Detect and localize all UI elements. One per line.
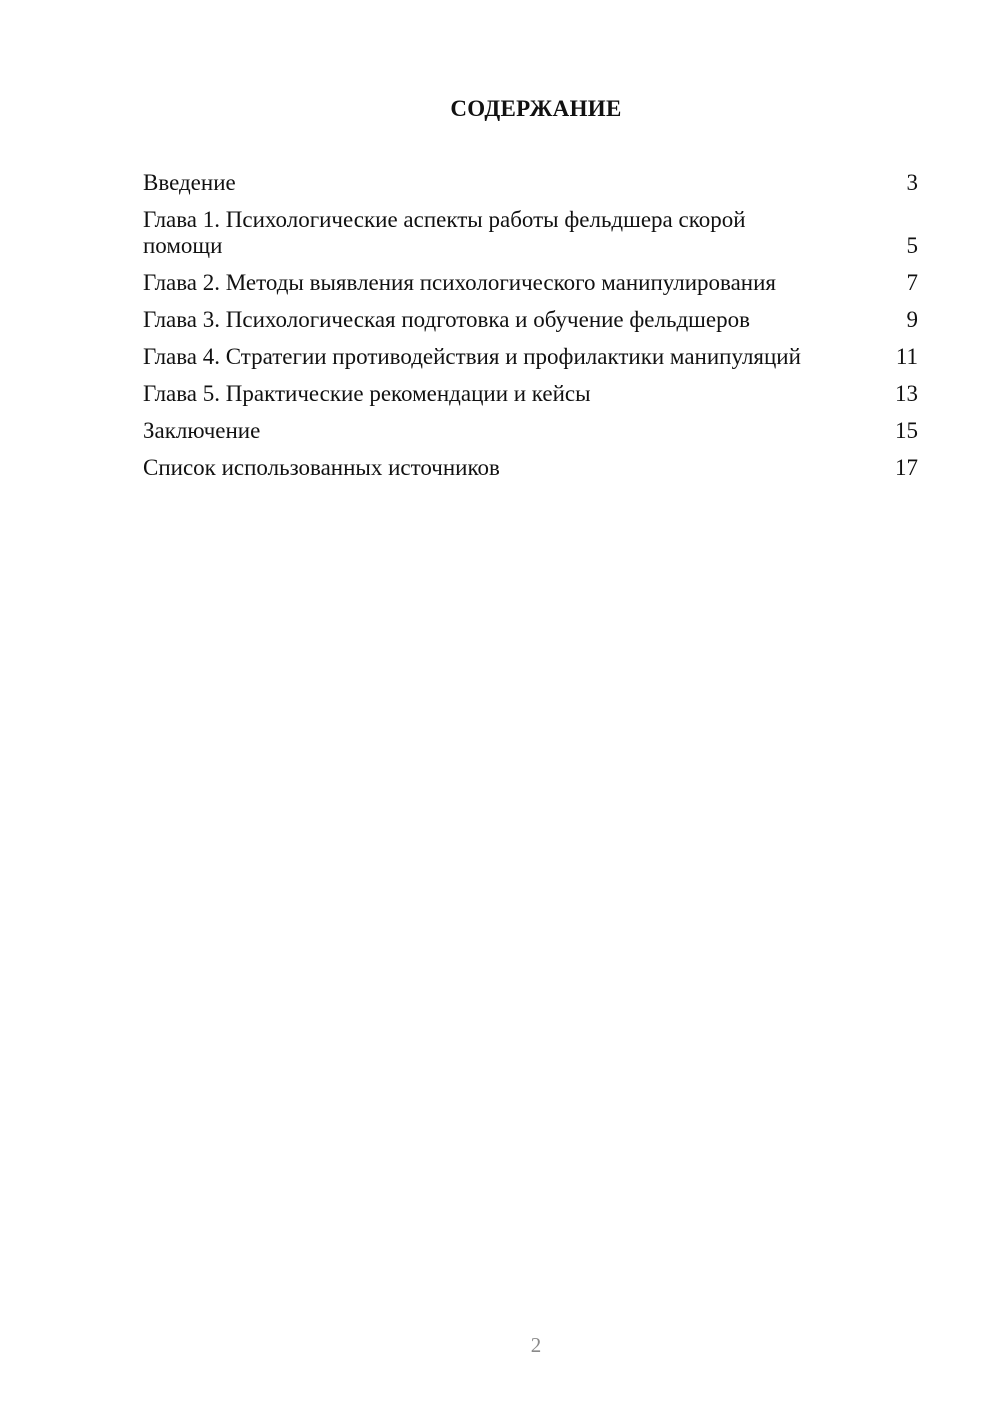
toc-entry-chapter-5 bbox=[143, 381, 918, 407]
toc-entry-page: 5 bbox=[906, 233, 918, 258]
toc-entry-title: Глава 4. Стратегии противодействия и профилактики манипуляций bbox=[143, 344, 801, 369]
toc-entry-page: 13 bbox=[895, 381, 918, 406]
toc-entry-title: Заключение bbox=[143, 418, 261, 443]
toc-entry-title: Введение bbox=[143, 170, 236, 195]
toc-entry-page: 15 bbox=[895, 418, 918, 443]
toc-entry-introduction bbox=[143, 170, 918, 196]
toc-entry-title: Глава 3. Психологическая подготовка и обучение фельдшеров bbox=[143, 307, 750, 332]
table-of-contents bbox=[143, 170, 918, 492]
toc-entry-page: 9 bbox=[906, 307, 918, 332]
toc-entry-page: 7 bbox=[906, 270, 918, 295]
toc-entry-chapter-4 bbox=[143, 344, 918, 370]
toc-entry-page: 11 bbox=[895, 344, 918, 369]
toc-entry-page: 3 bbox=[906, 170, 918, 195]
toc-entry-chapter-3 bbox=[143, 307, 918, 333]
toc-entry-title: Глава 5. Практические рекомендации и кейсы bbox=[143, 381, 591, 406]
page-title: СОДЕРЖАНИЕ bbox=[450, 96, 622, 121]
toc-entry-page: 17 bbox=[895, 455, 918, 480]
toc-entry-references bbox=[143, 455, 918, 481]
page-number: 2 bbox=[530, 1333, 542, 1357]
toc-entry-chapter-2 bbox=[143, 270, 918, 296]
toc-entry-title: Список использованных источников bbox=[143, 455, 500, 480]
toc-entry-conclusion bbox=[143, 418, 918, 444]
toc-entry-title: Глава 1. Психологические аспекты работы фельдшера скорой помощи bbox=[143, 207, 746, 258]
toc-entry-chapter-1 bbox=[143, 207, 918, 259]
toc-entry-title: Глава 2. Методы выявления психологического манипулирования bbox=[143, 270, 777, 295]
